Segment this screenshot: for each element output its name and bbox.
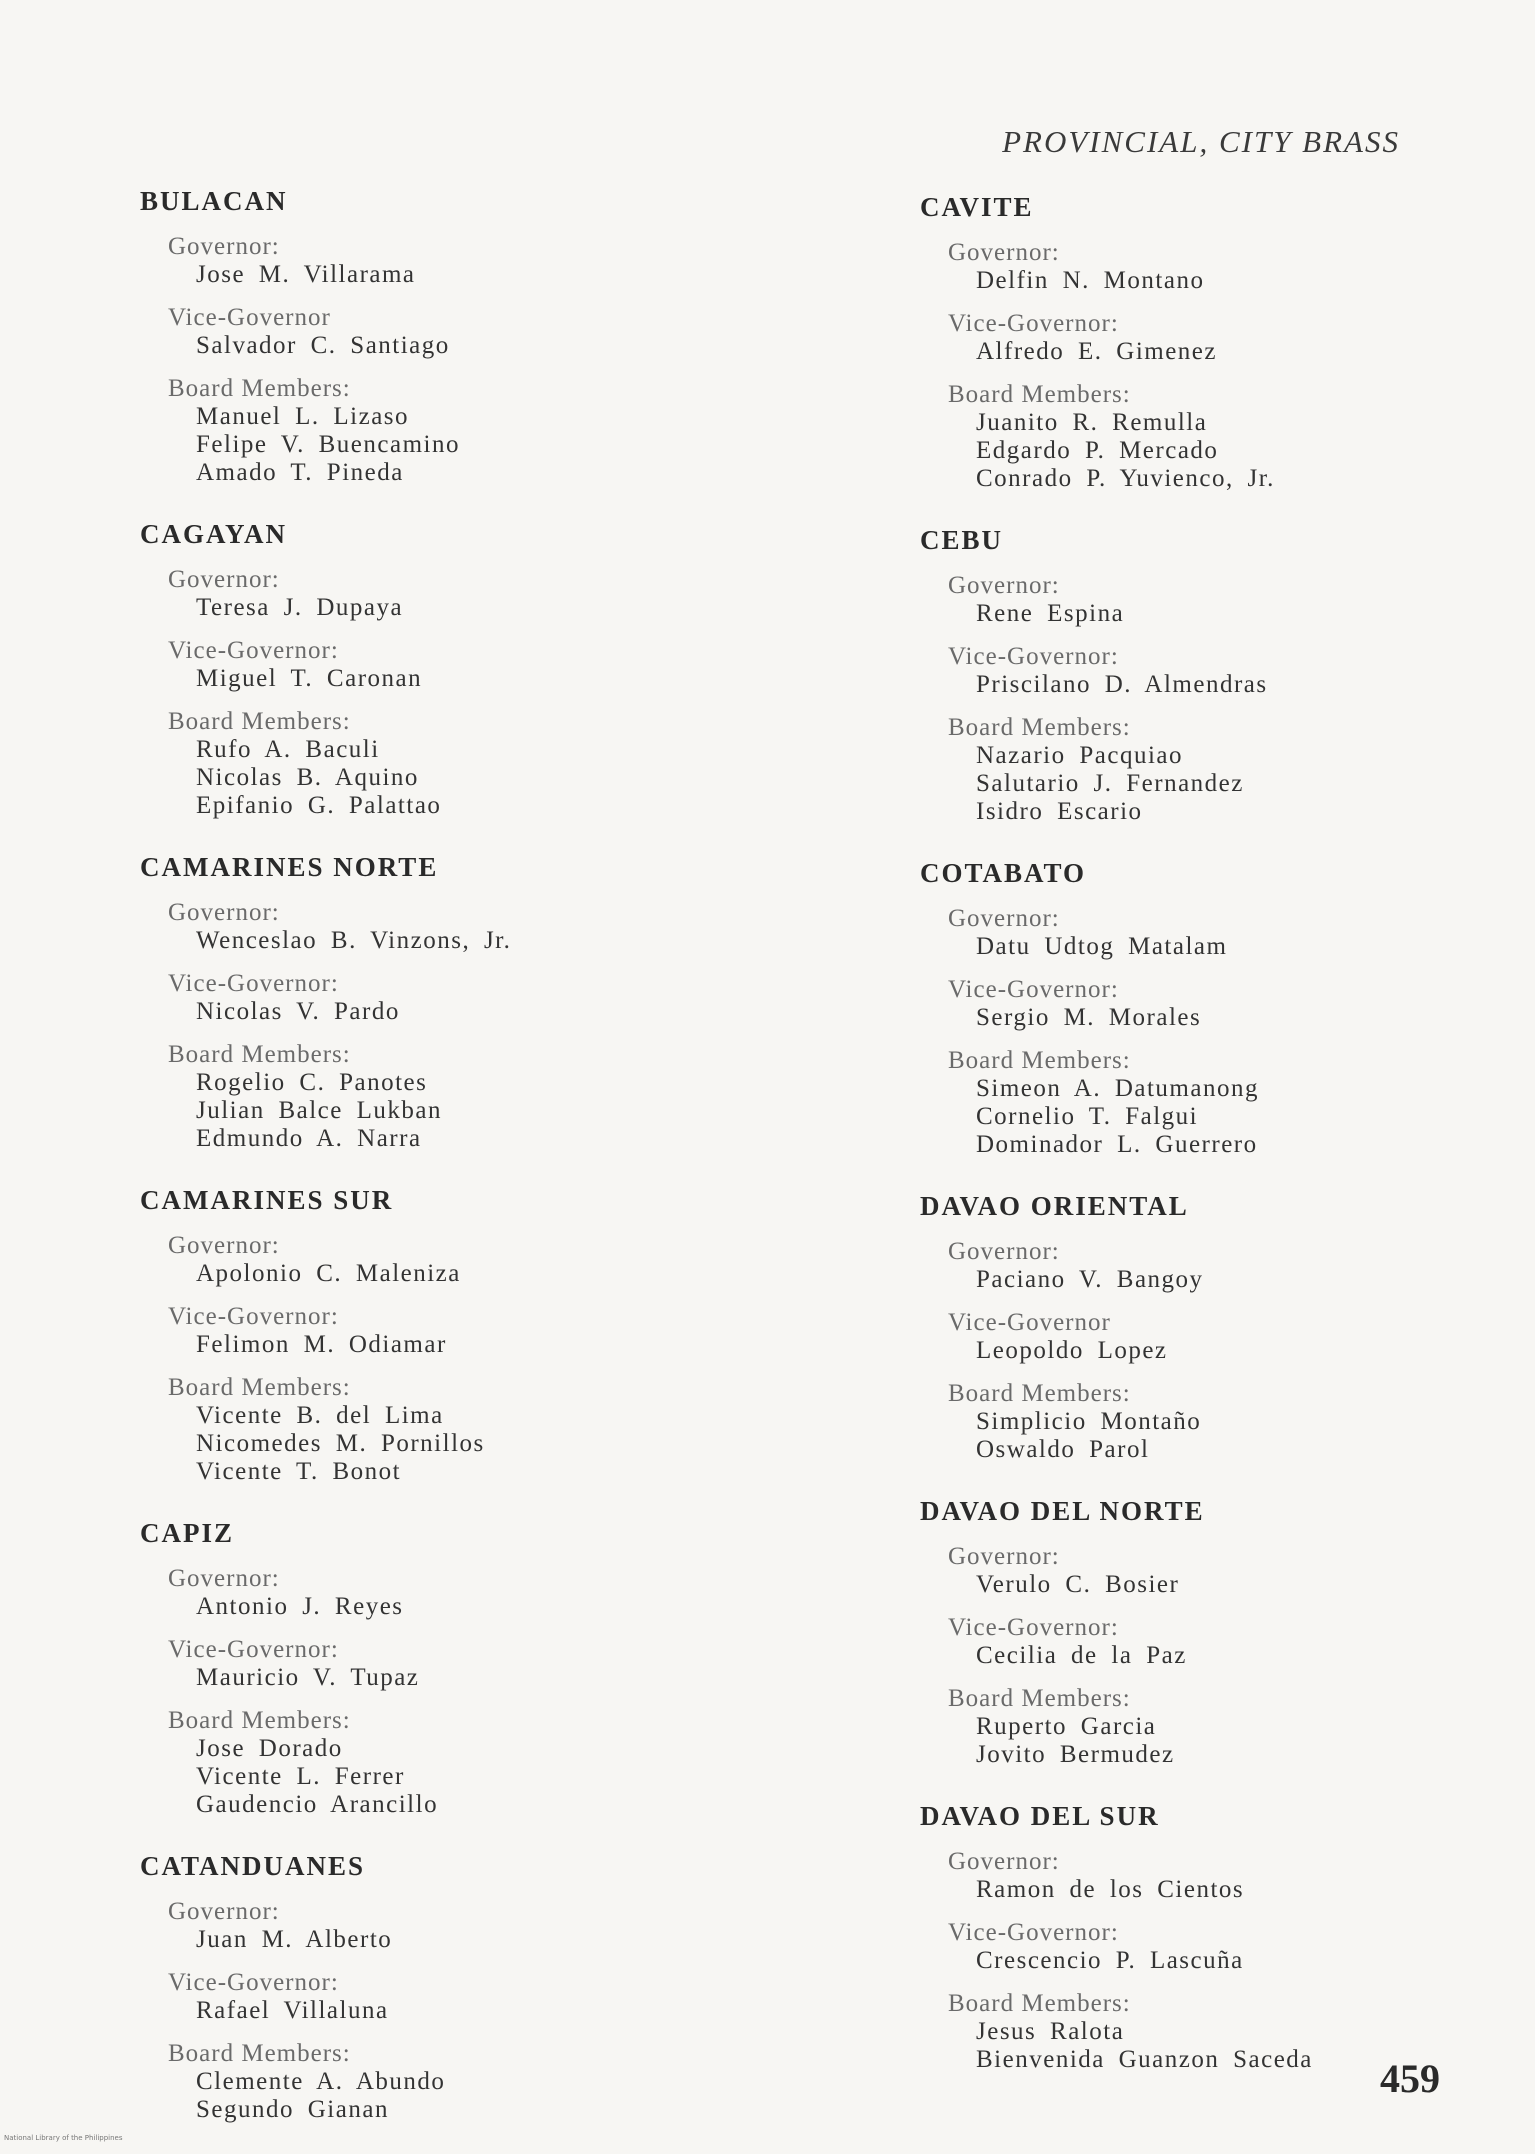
official-name: Felimon M. Odiamar [196,1331,447,1358]
province-block [920,1494,1480,1769]
province-block [140,517,700,820]
official-name: Mauricio V. Tupaz [196,1664,420,1691]
office-group [140,303,700,360]
official-name: Cornelio T. Falgui [976,1103,1199,1130]
office-group [920,1542,1480,1599]
office-holders [976,338,1480,366]
office-group [140,1706,700,1819]
office-title: Vice-Governor [168,304,331,331]
office-holders [196,998,700,1026]
official-name: Jose M. Villarama [196,261,416,288]
official-name: Bienvenida Guanzon Saceda [976,2046,1313,2073]
province-name: DAVAO ORIENTAL [920,1191,1189,1221]
official-name: Cecilia de la Paz [976,1642,1187,1669]
office-title: Board Members: [168,1374,351,1401]
office-title: Board Members: [948,381,1131,408]
official-name: Gaudencio Arancillo [196,1791,439,1818]
office-holders [196,665,700,693]
official-name: Juanito R. Remulla [976,409,1208,436]
office-holders [976,671,1480,699]
official-name: Felipe V. Buencamino [196,431,460,458]
office-title: Board Members: [948,1990,1131,2017]
office-title: Board Members: [168,1707,351,1734]
office-title: Vice-Governor: [948,310,1119,337]
office-group [920,713,1480,826]
office-group [920,1847,1480,1904]
office-group [140,1040,700,1153]
office-holders [196,927,700,955]
official-name: Salvador C. Santiago [196,332,450,359]
office-title: Vice-Governor: [948,643,1119,670]
official-name: Nazario Pacquiao [976,742,1184,769]
office-title: Vice-Governor: [948,1614,1119,1641]
official-name: Jovito Bermudez [976,1741,1175,1768]
official-name: Teresa J. Dupaya [196,594,404,621]
office-group [140,1302,700,1359]
office-holders [976,1571,1480,1599]
office-holders [196,1260,700,1288]
official-name: Epifanio G. Palattao [196,792,442,819]
official-name: Apolonio C. Maleniza [196,1260,461,1287]
office-group [920,238,1480,295]
official-name: Nicolas V. Pardo [196,998,400,1025]
office-title: Governor: [168,233,280,260]
office-title: Governor: [168,566,280,593]
province-name: CAMARINES SUR [140,1185,394,1215]
province-block [140,850,700,1153]
official-name: Julian Balce Lukban [196,1097,442,1124]
office-group [920,380,1480,493]
official-name: Crescencio P. Lascuña [976,1947,1244,1974]
office-title: Governor: [948,1543,1060,1570]
office-holders [196,403,700,487]
office-holders [196,1593,700,1621]
office-holders [196,1331,700,1359]
official-name: Rogelio C. Panotes [196,1069,428,1096]
office-holders [976,1004,1480,1032]
office-holders [196,1402,700,1486]
official-name: Nicolas B. Aquino [196,764,419,791]
office-holders [976,1947,1480,1975]
left-column [140,184,700,2154]
official-name: Juan M. Alberto [196,1926,393,1953]
office-group [140,1564,700,1621]
office-holders [196,1926,700,1954]
province-name: BULACAN [140,186,288,216]
official-name: Leopoldo Lopez [976,1337,1168,1364]
office-title: Board Members: [948,1685,1131,1712]
office-group [920,904,1480,961]
official-name: Salutario J. Fernandez [976,770,1244,797]
office-group [140,1635,700,1692]
official-name: Ramon de los Cientos [976,1876,1245,1903]
office-group [920,1237,1480,1294]
office-title: Vice-Governor: [948,1919,1119,1946]
office-holders [976,1713,1480,1769]
official-name: Rafael Villaluna [196,1997,389,2024]
province-block [920,523,1480,826]
official-name: Simeon A. Datumanong [976,1075,1259,1102]
province-block [920,1799,1480,2074]
official-name: Segundo Gianan [196,2096,389,2123]
office-title: Vice-Governor: [168,1636,339,1663]
office-holders [976,1876,1480,1904]
official-name: Edmundo A. Narra [196,1125,422,1152]
province-name: CAMARINES NORTE [140,852,439,882]
official-name: Delfin N. Montano [976,267,1205,294]
office-title: Governor: [948,905,1060,932]
office-group [140,2039,700,2124]
office-holders [976,742,1480,826]
office-group [140,1231,700,1288]
official-name: Jose Dorado [196,1735,343,1762]
official-name: Vicente L. Ferrer [196,1763,405,1790]
official-name: Paciano V. Bangoy [976,1266,1204,1293]
office-holders [196,1735,700,1819]
office-title: Vice-Governor [948,1309,1111,1336]
office-group [140,636,700,693]
official-name: Priscilano D. Almendras [976,671,1268,698]
office-group [140,1968,700,2025]
official-name: Oswaldo Parol [976,1436,1150,1463]
footer-credit: National Library of the Philippines [4,2134,123,2142]
province-name: CAVITE [920,192,1034,222]
official-name: Ruperto Garcia [976,1713,1157,1740]
province-name: COTABATO [920,858,1087,888]
province-block [920,190,1480,493]
province-name: DAVAO DEL SUR [920,1801,1160,1831]
office-group [920,642,1480,699]
office-holders [196,1664,700,1692]
office-group [140,898,700,955]
official-name: Isidro Escario [976,798,1143,825]
office-holders [196,332,700,360]
office-title: Governor: [168,899,280,926]
office-group [140,1897,700,1954]
province-name: CATANDUANES [140,1851,366,1881]
province-block [140,184,700,487]
office-title: Governor: [168,1565,280,1592]
province-block [140,1849,700,2124]
office-holders [976,1408,1480,1464]
office-holders [196,1069,700,1153]
office-group [140,969,700,1026]
office-title: Board Members: [948,1047,1131,1074]
province-name: CEBU [920,525,1004,555]
office-group [140,565,700,622]
office-title: Board Members: [168,375,351,402]
official-name: Simplicio Montaño [976,1408,1202,1435]
office-group [920,1379,1480,1464]
official-name: Vicente B. del Lima [196,1402,444,1429]
province-name: CAGAYAN [140,519,288,549]
office-group [920,1613,1480,1670]
office-holders [976,1266,1480,1294]
official-name: Verulo C. Bosier [976,1571,1180,1598]
office-title: Governor: [948,1238,1060,1265]
official-name: Amado T. Pineda [196,459,404,486]
office-group [920,1308,1480,1365]
official-name: Alfredo E. Gimenez [976,338,1218,365]
page-number: 459 [1380,2056,1440,2101]
office-group [920,975,1480,1032]
province-block [140,1516,700,1819]
right-column [920,190,1480,2104]
office-title: Governor: [168,1232,280,1259]
office-group [140,707,700,820]
official-name: Dominador L. Guerrero [976,1131,1258,1158]
official-name: Edgardo P. Mercado [976,437,1219,464]
official-name: Antonio J. Reyes [196,1593,404,1620]
office-holders [196,736,700,820]
office-holders [976,1075,1480,1159]
office-group [140,232,700,289]
official-name: Clemente A. Abundo [196,2068,446,2095]
running-head: PROVINCIAL, CITY BRASS [1002,124,1400,159]
office-group [920,1684,1480,1769]
office-holders [976,600,1480,628]
office-title: Board Members: [168,1041,351,1068]
office-title: Governor: [948,1848,1060,1875]
office-holders [196,2068,700,2124]
official-name: Manuel L. Lizaso [196,403,410,430]
office-title: Vice-Governor: [168,637,339,664]
official-name: Jesus Ralota [976,2018,1125,2045]
office-group [920,1918,1480,1975]
office-group [140,374,700,487]
official-name: Wenceslao B. Vinzons, Jr. [196,927,512,954]
office-holders [976,1337,1480,1365]
official-name: Sergio M. Morales [976,1004,1202,1031]
office-title: Governor: [168,1898,280,1925]
official-name: Vicente T. Bonot [196,1458,402,1485]
official-name: Rene Espina [976,600,1125,627]
office-group [920,571,1480,628]
office-title: Vice-Governor: [168,970,339,997]
official-name: Nicomedes M. Pornillos [196,1430,485,1457]
official-name: Datu Udtog Matalam [976,933,1228,960]
office-holders [976,267,1480,295]
office-title: Governor: [948,239,1060,266]
office-holders [196,261,700,289]
office-holders [196,1997,700,2025]
office-title: Vice-Governor: [168,1969,339,1996]
official-name: Miguel T. Caronan [196,665,423,692]
office-title: Vice-Governor: [948,976,1119,1003]
office-holders [976,933,1480,961]
office-holders [196,594,700,622]
province-block [920,856,1480,1159]
office-group [920,309,1480,366]
province-name: CAPIZ [140,1518,235,1548]
province-block [140,1183,700,1486]
office-title: Board Members: [948,714,1131,741]
office-title: Governor: [948,572,1060,599]
office-group [920,1046,1480,1159]
office-holders [976,409,1480,493]
office-title: Board Members: [168,708,351,735]
official-name: Rufo A. Baculi [196,736,380,763]
office-title: Board Members: [948,1380,1131,1407]
province-block [920,1189,1480,1464]
office-title: Vice-Governor: [168,1303,339,1330]
province-name: DAVAO DEL NORTE [920,1496,1205,1526]
office-group [140,1373,700,1486]
office-holders [976,1642,1480,1670]
official-name: Conrado P. Yuvienco, Jr. [976,465,1275,492]
office-title: Board Members: [168,2040,351,2067]
